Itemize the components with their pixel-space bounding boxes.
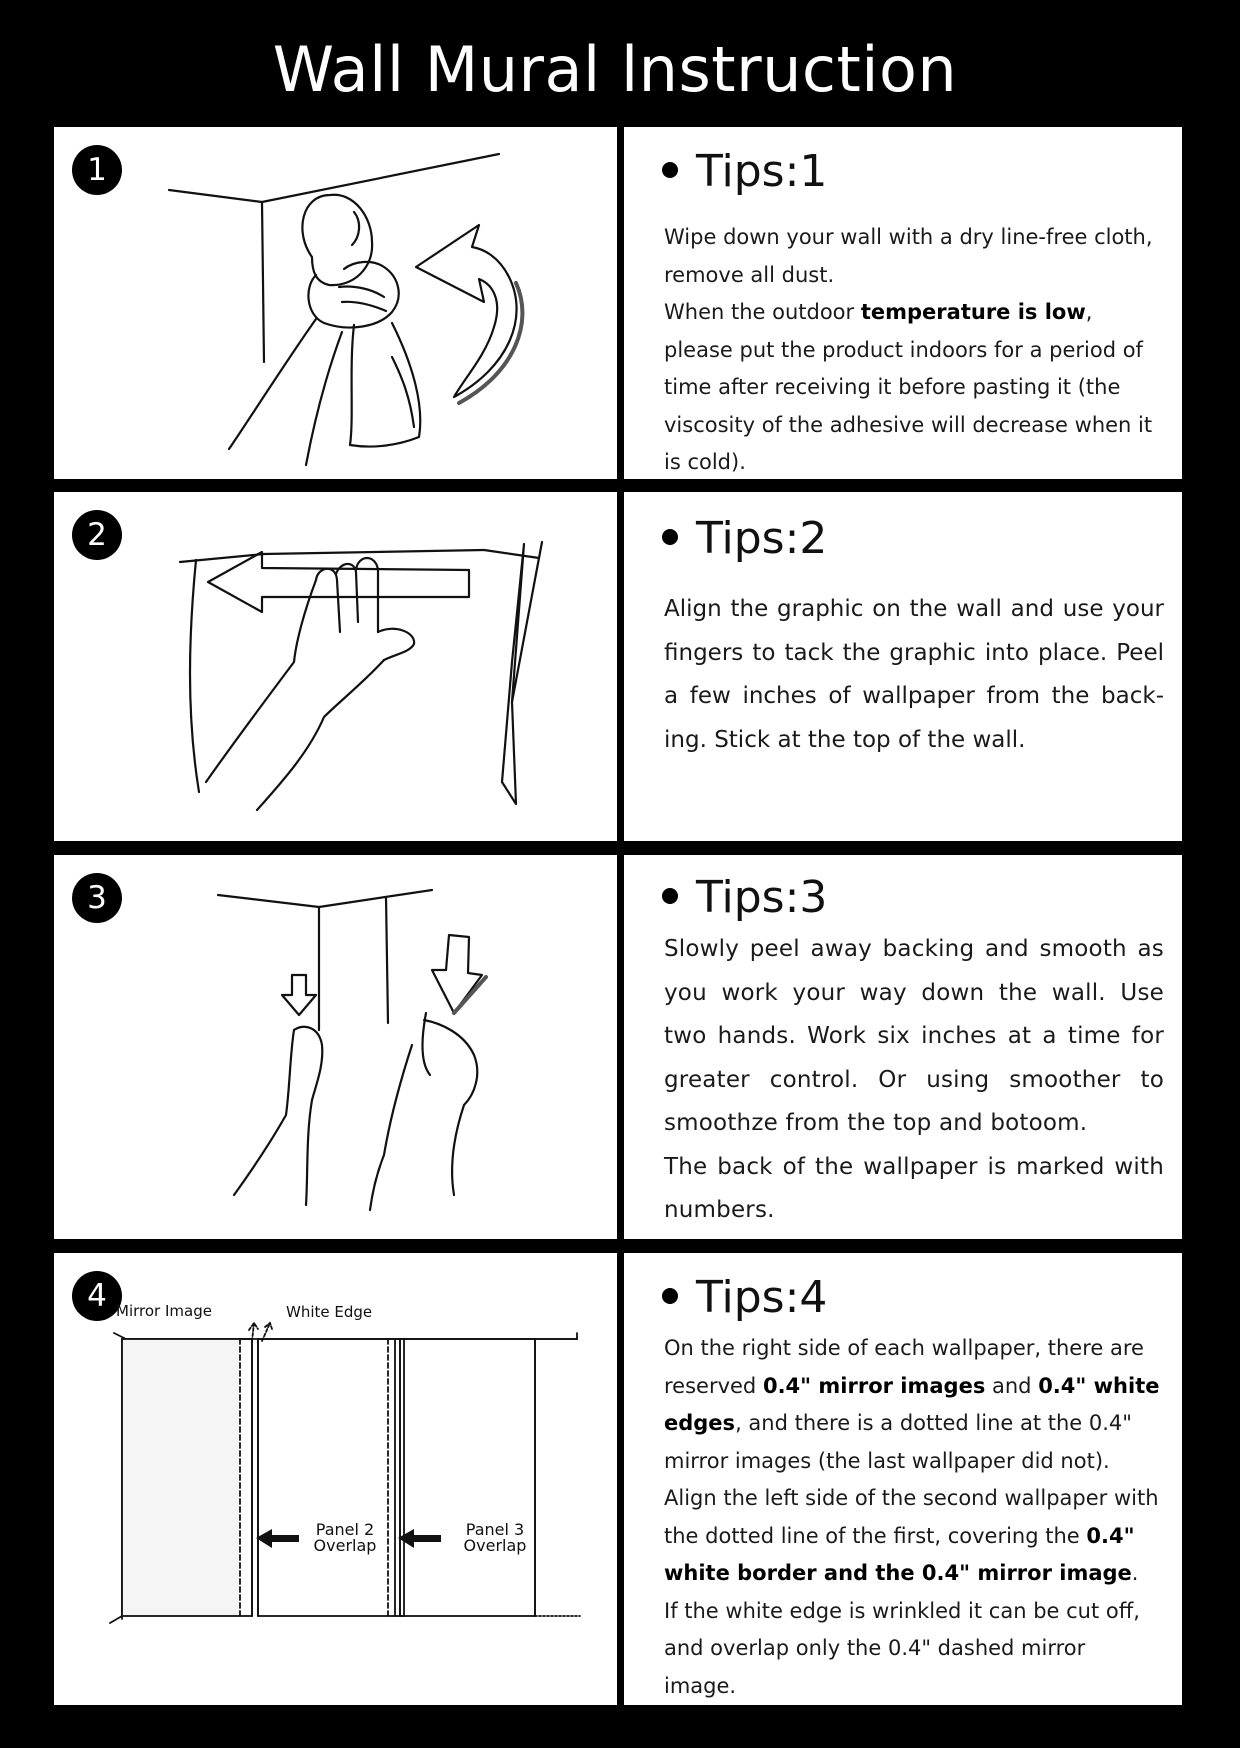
wipe-wall-drawing <box>54 127 617 479</box>
page-title: Wall Mural lnstruction <box>272 33 958 106</box>
bullet-icon <box>662 1288 678 1304</box>
step-2-body <box>664 588 1164 762</box>
step-2-heading: Tips:2 <box>696 513 828 564</box>
mirror-image-label: Mirror Image <box>116 1302 212 1320</box>
step-3-badge: 3 <box>72 873 122 923</box>
text-run: On the right side of each wallpaper, there are reserved <box>664 1336 1144 1398</box>
step-1-heading: Tips:1 <box>696 146 828 197</box>
tip-paragraph <box>664 1330 1164 1480</box>
text-run: Slowly peel away backing and smooth as you work your way down the wall. Use two hands. Work six inches at a time for greater control. Or using smoother to smoothze from the top and botoom. <box>664 936 1164 1136</box>
step-4-illustration <box>54 1253 617 1705</box>
step-3-heading-row <box>662 870 827 926</box>
step-1-tip-card <box>624 127 1182 479</box>
panel-3-overlap-label-2: Overlap <box>463 1536 527 1555</box>
step-3-tip-card <box>624 855 1182 1239</box>
tip-paragraph <box>664 1593 1164 1706</box>
text-run: , please put the product indoors for a period of time after receiving it before pasting it (the viscosity of the adhesive will decrease when it is cold). <box>664 300 1153 474</box>
step-1-body <box>664 219 1164 479</box>
panel-2-overlap-label-1: Panel 2 <box>315 1520 375 1539</box>
tip-paragraph <box>664 928 1164 1146</box>
tack-graphic-drawing <box>54 492 617 841</box>
step-4-tip-card <box>624 1253 1182 1705</box>
step-4-badge: 4 <box>72 1271 122 1321</box>
bullet-icon <box>662 888 678 904</box>
text-run: Wipe down your wall with a dry line-free cloth, remove all dust. <box>664 225 1153 287</box>
step-2-illustration <box>54 492 617 841</box>
tip-paragraph <box>664 1146 1164 1233</box>
white-edge-label: White Edge <box>286 1303 373 1321</box>
step-3-body <box>664 928 1164 1233</box>
text-run: The back of the wallpaper is marked with numbers. <box>664 1153 1164 1223</box>
text-run: Align the graphic on the wall and use your fingers to tack the graphic into place. Peel a few inches of wallpaper from the back-ing. Stick at the top of the wall. <box>664 596 1164 753</box>
step-3-illustration <box>54 855 617 1239</box>
bullet-icon <box>662 162 678 178</box>
tip-paragraph <box>664 294 1164 479</box>
panel-3-overlap-label-1: Panel 3 <box>465 1520 525 1539</box>
bold-text: 0.4" mirror images <box>762 1373 986 1398</box>
peel-backing-drawing <box>54 855 617 1239</box>
text-run: Align the left side of the second wallpaper with the dotted line of the first, covering the <box>664 1486 1159 1548</box>
tip-paragraph <box>664 588 1164 762</box>
bullet-icon <box>662 529 678 545</box>
step-1-badge: 1 <box>72 145 122 195</box>
step-2-badge: 2 <box>72 510 122 560</box>
step-4-body <box>664 1330 1164 1705</box>
tip-paragraph <box>664 1480 1164 1593</box>
text-run: , and there is a dotted line at the 0.4" mirror images (the last wallpaper did not). <box>664 1411 1132 1473</box>
step-2-tip-card <box>624 492 1182 841</box>
step-1-heading-row <box>662 144 827 200</box>
step-4-heading: Tips:4 <box>696 1272 828 1323</box>
text-run: If the white edge is wrinkled it can be cut off, and overlap only the 0.4" dashed mirror image. <box>664 1598 1140 1698</box>
bold-text: 0.4" white border and the 0.4" mirror image <box>664 1523 1135 1585</box>
step-4-heading-row <box>662 1270 827 1326</box>
bold-text: 0.4" white edges <box>664 1373 1160 1435</box>
text-run: . <box>1131 1561 1139 1585</box>
text-run: and <box>985 1373 1039 1398</box>
panel-2-overlap-label-2: Overlap <box>313 1536 377 1555</box>
tip-paragraph <box>664 219 1164 294</box>
text-run: When the outdoor <box>664 300 861 324</box>
step-3-heading: Tips:3 <box>696 872 828 923</box>
step-2-heading-row <box>662 511 827 567</box>
overlap-diagram <box>54 1253 617 1705</box>
step-1-illustration <box>54 127 617 479</box>
bold-text: temperature is low <box>860 300 1086 324</box>
